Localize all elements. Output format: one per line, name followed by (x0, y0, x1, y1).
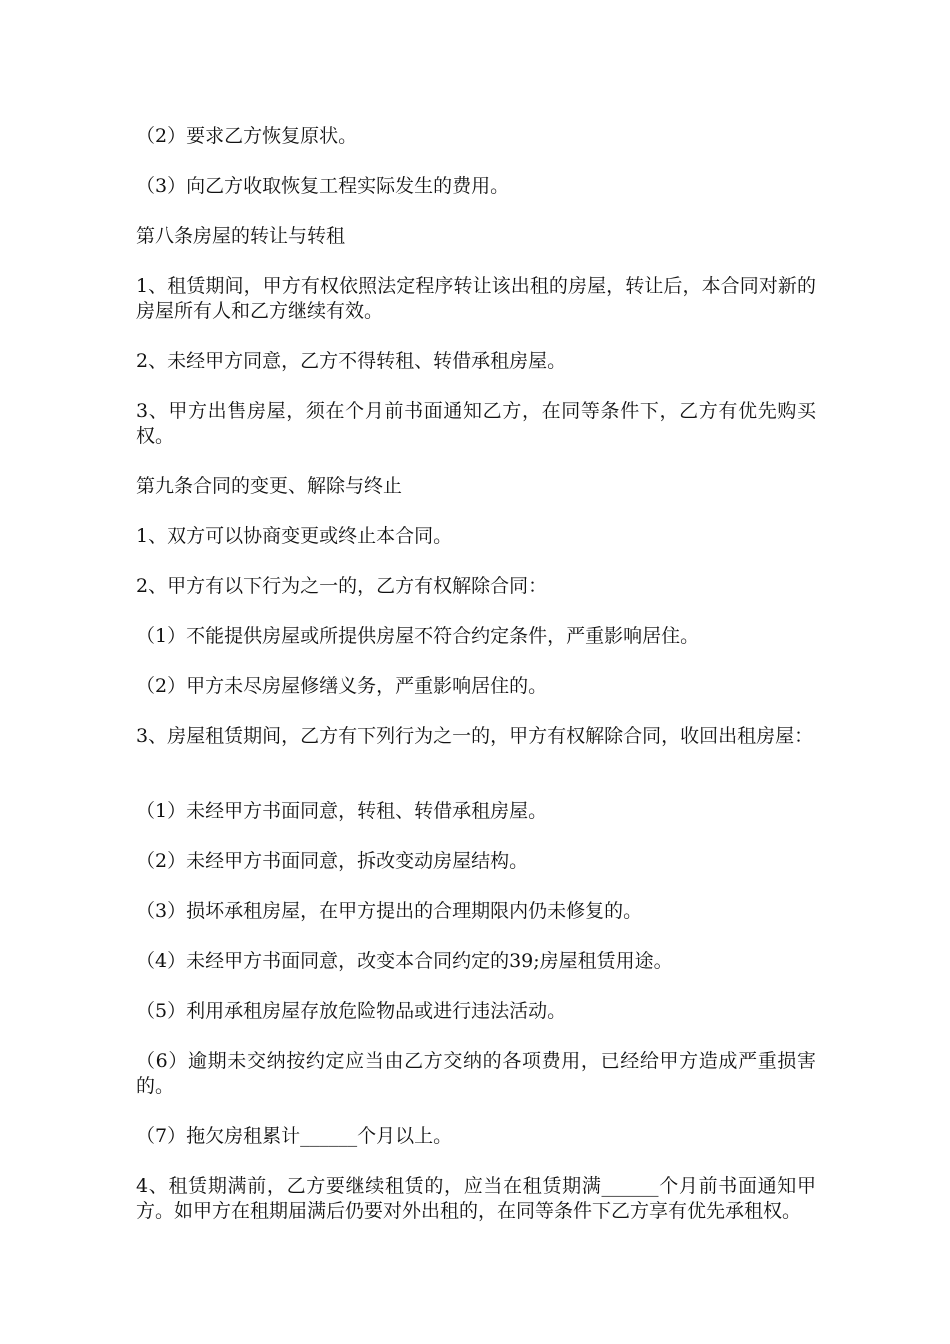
paragraph-6: 3、甲方出售房屋，须在个月前书面通知乙方，在同等条件下，乙方有优先购买权。 (136, 400, 816, 447)
paragraph-18: （6）逾期未交纳按约定应当由乙方交纳的各项费用，已经给甲方造成严重损害的。 (136, 1050, 816, 1097)
paragraph-10: （1）不能提供房屋或所提供房屋不符合约定条件，严重影响居住。 (136, 625, 700, 647)
paragraph-16: （4）未经甲方书面同意，改变本合同约定的39;房屋租赁用途。 (136, 950, 673, 972)
section-heading-article-8: 第八条房屋的转让与转租 (136, 225, 346, 247)
paragraph-15: （3）损坏承租房屋，在甲方提出的合理期限内仍未修复的。 (136, 900, 643, 922)
paragraph-11: （2）甲方未尽房屋修缮义务，严重影响居住的。 (136, 675, 548, 697)
paragraph-12: 3、房屋租赁期间，乙方有下列行为之一的，甲方有权解除合同，收回出租房屋： (136, 725, 814, 747)
paragraph-19: （7）拖欠房租累计______个月以上。 (136, 1125, 453, 1147)
paragraph-1: （2）要求乙方恢复原状。 (136, 125, 358, 147)
paragraph-13: （1）未经甲方书面同意，转租、转借承租房屋。 (136, 800, 548, 822)
paragraph-4: 1、租赁期间，甲方有权依照法定程序转让该出租的房屋，转让后，本合同对新的房屋所有人和乙方继续有效。 (136, 275, 816, 322)
paragraph-2: （3）向乙方收取恢复工程实际发生的费用。 (136, 175, 510, 197)
paragraph-14: （2）未经甲方书面同意，拆改变动房屋结构。 (136, 850, 529, 872)
paragraph-9: 2、甲方有以下行为之一的，乙方有权解除合同： (136, 575, 548, 597)
paragraph-17: （5）利用承租房屋存放危险物品或进行违法活动。 (136, 1000, 567, 1022)
section-heading-article-9: 第九条合同的变更、解除与终止 (136, 475, 403, 497)
paragraph-20: 4、租赁期满前，乙方要继续租赁的，应当在租赁期满______个月前书面通知甲方。如甲方在租期届满后仍要对外出租的，在同等条件下乙方享有优先承租权。 (136, 1175, 816, 1222)
paragraph-8: 1、双方可以协商变更或终止本合同。 (136, 525, 453, 547)
paragraph-5: 2、未经甲方同意，乙方不得转租、转借承租房屋。 (136, 350, 567, 372)
